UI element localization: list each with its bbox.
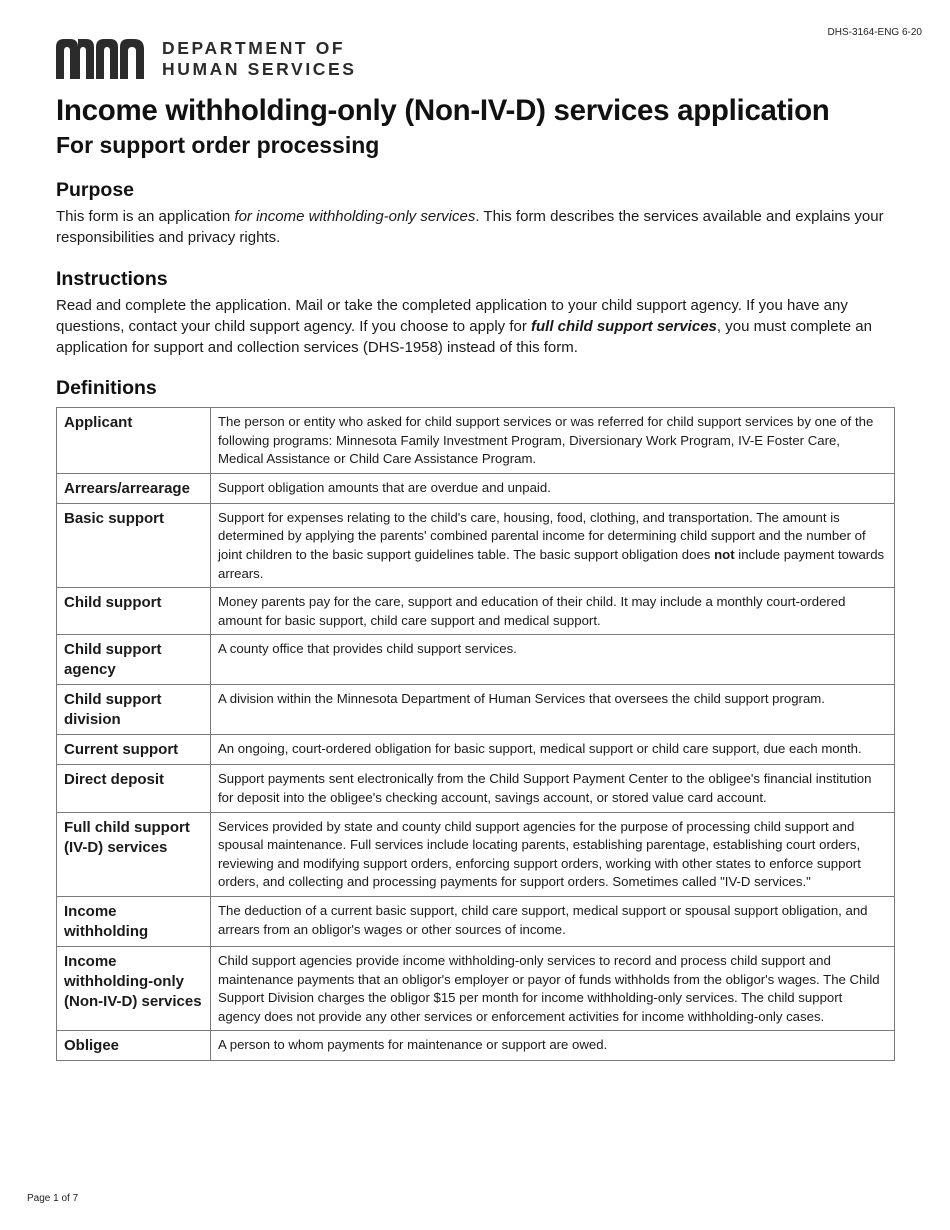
definition-text [211,503,895,587]
instructions-text-part: Read and complete the application. Mail or take the completed application to your child support agency. If you have any questions, contact your child support agency. If you choose to apply for [56,297,848,335]
table-row [57,735,895,765]
purpose-heading: Purpose [56,179,135,201]
definition-term: Income withholding [57,896,211,946]
definition-term: Basic support [57,503,211,587]
definition-term: Applicant [57,408,211,474]
page-subtitle: For support order processing [56,132,380,158]
instructions-text [56,295,896,358]
definition-text: Support obligation amounts that are overdue and unpaid. [211,473,895,503]
definition-term: Income withholding-only (Non-IV-D) services [57,946,211,1030]
definition-text-part: include payment towards arrears. [218,546,885,581]
definition-text: A county office that provides child support services. [211,635,895,685]
table-row [57,635,895,685]
definition-term: Arrears/arrearage [57,473,211,503]
definition-text-part: Support for expenses relating to the child's care, housing, food, clothing, and transportation. The amount is determined by applying the parents' combined parental income for determining child support and the number of joint children to the basic support guidelines table. The basic support obligation does [218,509,866,562]
logo-line-1: DEPARTMENT OF [162,38,346,58]
mn-logo-icon [56,39,148,79]
table-row [57,896,895,946]
logo-text [162,38,357,80]
definition-text: The person or entity who asked for child support services or was referred for child support services by one of the following programs: Minnesota Family Investment Program, Diversionary Work Program, IV-E Foster Care, Medical Assistance or Child Care Assistance Program. [211,408,895,474]
definition-text: Support payments sent electronically from the Child Support Payment Center to the obligee's financial institution for deposit into the obligee's checking account, savings account, or stored value card account. [211,765,895,812]
definition-term: Full child support (IV-D) services [57,812,211,896]
definition-text: The deduction of a current basic support, child care support, medical support or spousal support obligation, and arrears from an obligor's wages or other sources of income. [211,896,895,946]
definition-text-bold: not [714,546,735,562]
instructions-heading: Instructions [56,268,168,290]
definition-term: Child support [57,588,211,635]
table-row [57,588,895,635]
definition-text: An ongoing, court-ordered obligation for basic support, medical support or child care support, due each month. [211,735,895,765]
table-row [57,765,895,812]
definition-text: Services provided by state and county child support agencies for the purpose of processing child support and spousal maintenance. Full services include locating parents, establishing parentage, establishing court orders, reviewing and modifying support orders, enforcing support orders, working with other states to enforce support orders, and collecting and processing payments for support orders. Sometimes called "IV-D services." [211,812,895,896]
definition-text: Money parents pay for the care, support and education of their child. It may include a monthly court-ordered amount for basic support, child care support and medical support. [211,588,895,635]
purpose-section [56,178,896,248]
purpose-text [56,206,896,248]
table-row [57,946,895,1030]
instructions-text-part: , you must complete an application for support and collection services (DHS-1958) instead of this form. [56,318,872,356]
table-row [57,1031,895,1061]
page-title: Income withholding-only (Non-IV-D) services application [56,94,830,127]
logo-line-2: HUMAN SERVICES [162,59,357,79]
definition-text: A division within the Minnesota Department of Human Services that oversees the child support program. [211,685,895,735]
definition-term: Direct deposit [57,765,211,812]
table-row [57,685,895,735]
definition-term: Child support division [57,685,211,735]
purpose-text-part: . This form describes the services available and explains your responsibilities and privacy rights. [56,208,884,246]
definition-term: Obligee [57,1031,211,1061]
instructions-section [56,267,896,358]
page-number: Page 1 of 7 [27,1193,79,1204]
purpose-text-italic: for income withholding-only services [234,208,476,225]
definition-term: Child support agency [57,635,211,685]
table-row [57,473,895,503]
table-row [57,408,895,474]
definition-term: Current support [57,735,211,765]
definitions-heading: Definitions [56,377,157,399]
definition-text: A person to whom payments for maintenance or support are owed. [211,1031,895,1061]
table-row [57,812,895,896]
definition-text: Child support agencies provide income withholding-only services to record and process child support and maintenance payments that an obligor's employer or payor of funds withholds from the obligor's wages. The Child Support Division charges the obligor $15 per month for income withholding-only services. The child support agency does not provide any other services or enforcement activities for income withholding-only cases. [211,946,895,1030]
form-code: DHS-3164-ENG 6-20 [827,27,922,38]
dhs-logo [56,38,357,80]
definitions-table [56,407,895,1061]
purpose-text-part: This form is an application [56,208,235,225]
table-row [57,503,895,587]
instructions-text-emphasis: full child support services [531,318,717,335]
page-content [56,92,896,1061]
definitions-section [56,376,896,1061]
